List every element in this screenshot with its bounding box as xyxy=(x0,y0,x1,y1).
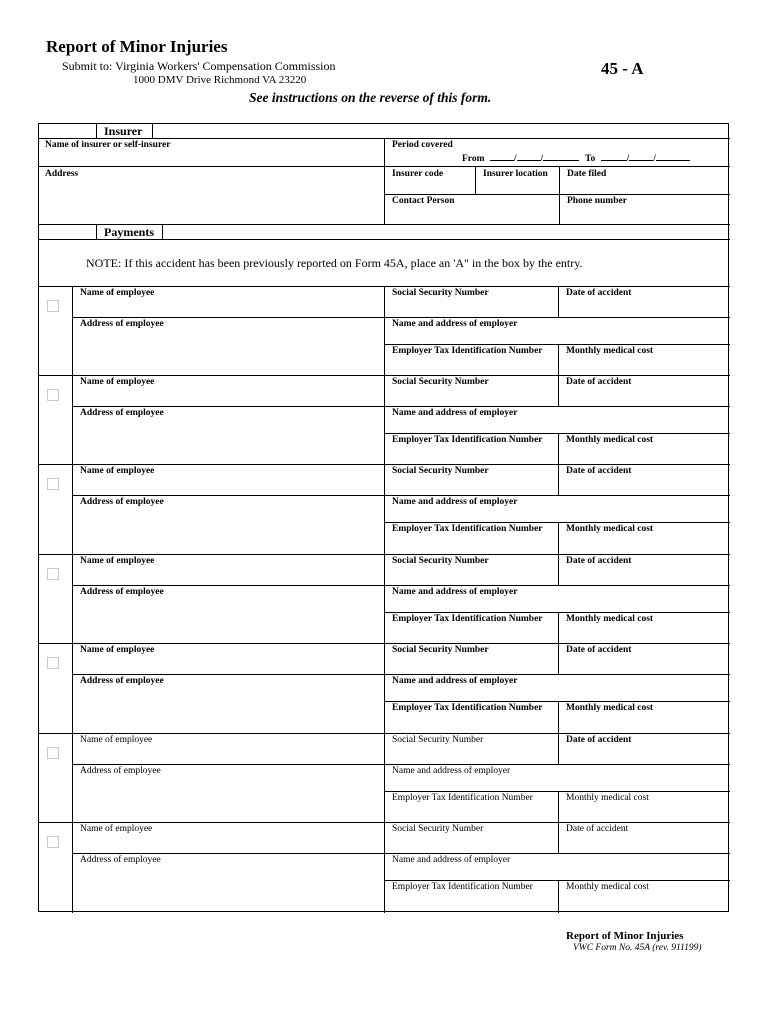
employee-name-label: Name of employee xyxy=(80,824,153,834)
employee-employer-label: Name and address of employer xyxy=(392,319,518,329)
employee-ssn-label: Social Security Number xyxy=(392,288,489,298)
previously-reported-checkbox[interactable] xyxy=(47,836,59,848)
insurer-section-title: Insurer xyxy=(104,124,143,138)
employee-date-of-accident-label: Date of accident xyxy=(566,645,632,655)
previously-reported-checkbox[interactable] xyxy=(47,747,59,759)
employee-employer-label: Name and address of employer xyxy=(392,408,518,418)
employee-employer-label: Name and address of employer xyxy=(392,497,518,507)
employee-employer-label: Name and address of employer xyxy=(392,766,511,776)
form-number: 45 - A xyxy=(601,59,644,78)
form-title: Report of Minor Injuries xyxy=(46,37,228,56)
employee-tax-id-label: Employer Tax Identification Number xyxy=(392,614,543,624)
period-to[interactable]: To / / xyxy=(585,152,690,164)
employee-tax-id-label: Employer Tax Identification Number xyxy=(392,882,533,892)
employee-medical-cost-label: Monthly medical cost xyxy=(566,793,649,803)
employee-name-label: Name of employee xyxy=(80,377,155,387)
employee-employer-label: Name and address of employer xyxy=(392,676,518,686)
employee-ssn-label: Social Security Number xyxy=(392,645,489,655)
employee-name-label: Name of employee xyxy=(80,466,155,476)
employee-name-label: Name of employee xyxy=(80,288,155,298)
employee-address-label: Address of employee xyxy=(80,855,161,865)
employee-medical-cost-label: Monthly medical cost xyxy=(566,614,654,624)
employee-tax-id-label: Employer Tax Identification Number xyxy=(392,793,533,803)
employee-name-label: Name of employee xyxy=(80,735,153,745)
payments-note: NOTE: If this accident has been previously reported on Form 45A, place an 'A" in the box by the entry. xyxy=(86,256,583,270)
employee-tax-id-label: Employer Tax Identification Number xyxy=(392,703,543,713)
phone-number-label: Phone number xyxy=(567,196,627,206)
previously-reported-checkbox[interactable] xyxy=(47,657,59,669)
contact-person-label: Contact Person xyxy=(392,196,455,206)
employee-ssn-label: Social Security Number xyxy=(392,466,489,476)
employee-date-of-accident-label: Date of accident xyxy=(566,466,632,476)
employee-employer-label: Name and address of employer xyxy=(392,587,518,597)
previously-reported-checkbox[interactable] xyxy=(47,300,59,312)
employee-address-label: Address of employee xyxy=(80,497,164,507)
insurer-location-label: Insurer location xyxy=(483,169,548,179)
employee-name-label: Name of employee xyxy=(80,556,155,566)
employee-address-label: Address of employee xyxy=(80,587,164,597)
period-from[interactable]: From / / xyxy=(462,152,579,164)
employee-tax-id-label: Employer Tax Identification Number xyxy=(392,346,543,356)
employee-tax-id-label: Employer Tax Identification Number xyxy=(392,435,543,445)
employee-ssn-label: Social Security Number xyxy=(392,824,484,834)
insurer-address-label: Address xyxy=(45,169,79,179)
instructions-note: See instructions on the reverse of this form. xyxy=(249,90,492,105)
previously-reported-checkbox[interactable] xyxy=(47,478,59,490)
period-from-label: From xyxy=(462,154,485,164)
employee-date-of-accident-label: Date of accident xyxy=(566,288,632,298)
employee-address-label: Address of employee xyxy=(80,408,164,418)
employee-ssn-label: Social Security Number xyxy=(392,377,489,387)
insurer-name-label: Name of insurer or self-insurer xyxy=(45,140,171,150)
employee-date-of-accident-label: Date of accident xyxy=(566,556,632,566)
employee-medical-cost-label: Monthly medical cost xyxy=(566,882,649,892)
employee-medical-cost-label: Monthly medical cost xyxy=(566,524,654,534)
period-to-label: To xyxy=(585,154,596,164)
employee-address-label: Address of employee xyxy=(80,766,161,776)
employee-medical-cost-label: Monthly medical cost xyxy=(566,435,654,445)
employee-ssn-label: Social Security Number xyxy=(392,556,489,566)
employee-date-of-accident-label: Date of accident xyxy=(566,824,629,834)
employee-medical-cost-label: Monthly medical cost xyxy=(566,703,654,713)
employee-address-label: Address of employee xyxy=(80,319,164,329)
footer-form-number: VWC Form No. 45A (rev. 911199) xyxy=(573,943,702,953)
employee-date-of-accident-label: Date of accident xyxy=(566,377,632,387)
employee-address-label: Address of employee xyxy=(80,676,164,686)
footer-title: Report of Minor Injuries xyxy=(566,930,684,942)
submit-to: Submit to: Virginia Workers' Compensation Commission xyxy=(62,59,336,73)
employee-employer-label: Name and address of employer xyxy=(392,855,511,865)
previously-reported-checkbox[interactable] xyxy=(47,389,59,401)
date-filed-label: Date filed xyxy=(567,169,607,179)
payments-section-title: Payments xyxy=(104,225,154,239)
employee-tax-id-label: Employer Tax Identification Number xyxy=(392,524,543,534)
employee-ssn-label: Social Security Number xyxy=(392,735,484,745)
previously-reported-checkbox[interactable] xyxy=(47,568,59,580)
commission-address: 1000 DMV Drive Richmond VA 23220 xyxy=(133,74,307,86)
employee-date-of-accident-label: Date of accident xyxy=(566,735,632,745)
employee-name-label: Name of employee xyxy=(80,645,155,655)
employee-medical-cost-label: Monthly medical cost xyxy=(566,346,654,356)
insurer-code-label: Insurer code xyxy=(392,169,444,179)
period-covered-label: Period covered xyxy=(392,140,453,150)
